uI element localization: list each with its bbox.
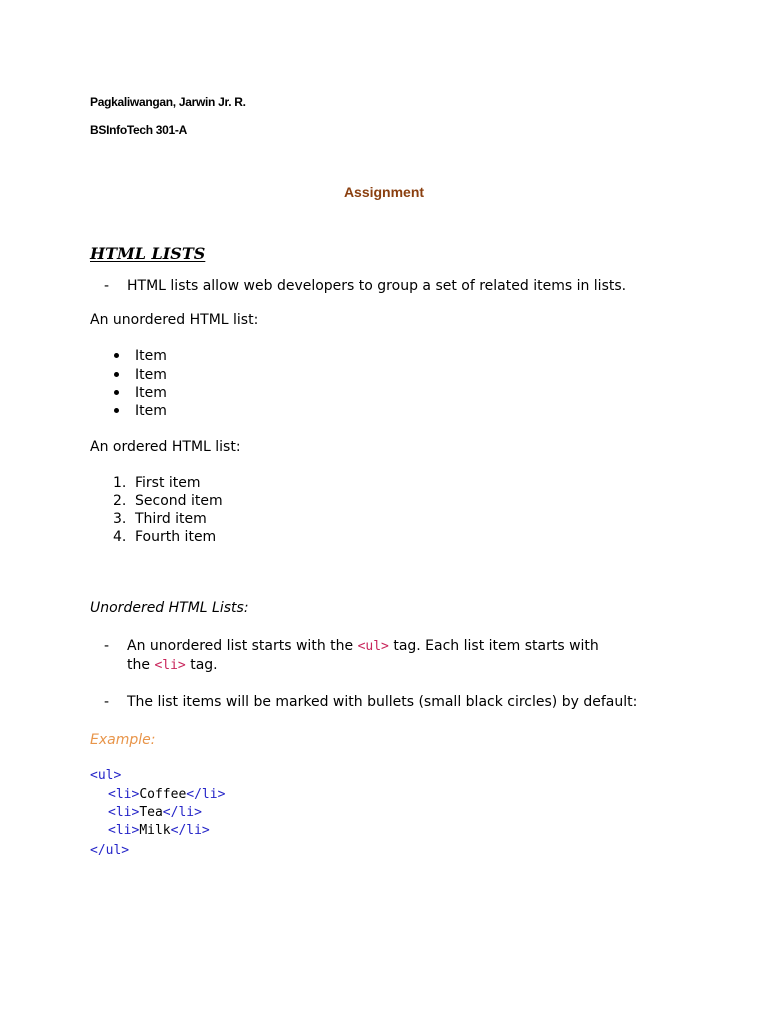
ul-tag-inline: <ul> — [357, 639, 389, 654]
assignment-title: Assignment — [343, 184, 425, 200]
bullet-icon — [114, 390, 119, 395]
code-tag: <li> — [108, 823, 140, 838]
code-tag: </li> — [170, 823, 210, 838]
point-text-line1 — [127, 637, 599, 656]
list-number: 4. — [113, 529, 127, 545]
bullet-icon — [114, 353, 119, 358]
subheading: Unordered HTML Lists: — [90, 600, 249, 616]
list-number: 3. — [113, 511, 127, 527]
list-item: Third item — [135, 511, 207, 527]
text-span: tag. Each list item starts with — [388, 638, 599, 654]
code-text: Coffee — [139, 787, 187, 802]
ordered-label: An ordered HTML list: — [90, 439, 241, 455]
bullet-icon — [114, 372, 119, 377]
bullet-icon — [114, 408, 119, 413]
code-line — [108, 786, 225, 804]
list-number: 1. — [113, 475, 127, 491]
text-span: An unordered list starts with the — [127, 638, 358, 654]
list-item: Fourth item — [135, 529, 217, 545]
code-text: Milk — [139, 823, 171, 838]
code-line — [90, 842, 129, 860]
point-text: The list items will be marked with bullets (small black circles) by default: — [127, 694, 638, 710]
list-item: Item — [135, 385, 167, 401]
list-number: 2. — [113, 493, 127, 509]
list-item: Item — [135, 403, 167, 419]
code-tag: </ul> — [90, 843, 130, 858]
li-tag-inline: <li> — [154, 658, 186, 673]
student-section: BSInfoTech 301-A — [90, 123, 187, 137]
code-tag: <ul> — [90, 768, 122, 783]
intro-dash: - — [104, 278, 110, 294]
code-text: Tea — [139, 805, 163, 820]
list-item: Second item — [135, 493, 223, 509]
point-dash: - — [104, 638, 110, 654]
intro-text: HTML lists allow web developers to group a set of related items in lists. — [127, 278, 627, 294]
list-item: Item — [135, 367, 167, 383]
section-heading: HTML LISTS — [90, 244, 206, 263]
code-tag: <li> — [108, 805, 140, 820]
code-tag: </li> — [162, 805, 202, 820]
text-span: the — [127, 657, 155, 673]
text-span: tag. — [185, 657, 218, 673]
example-label: Example: — [90, 732, 156, 748]
list-item: Item — [135, 348, 167, 364]
list-item: First item — [135, 475, 201, 491]
code-line — [90, 767, 121, 785]
student-name: Pagkaliwangan, Jarwin Jr. R. — [90, 95, 246, 109]
code-tag: </li> — [186, 787, 226, 802]
code-line — [108, 822, 210, 840]
point-dash: - — [104, 694, 110, 710]
code-line — [108, 804, 202, 822]
unordered-label: An unordered HTML list: — [90, 312, 259, 328]
point-text-line2 — [127, 656, 218, 675]
code-tag: <li> — [108, 787, 140, 802]
